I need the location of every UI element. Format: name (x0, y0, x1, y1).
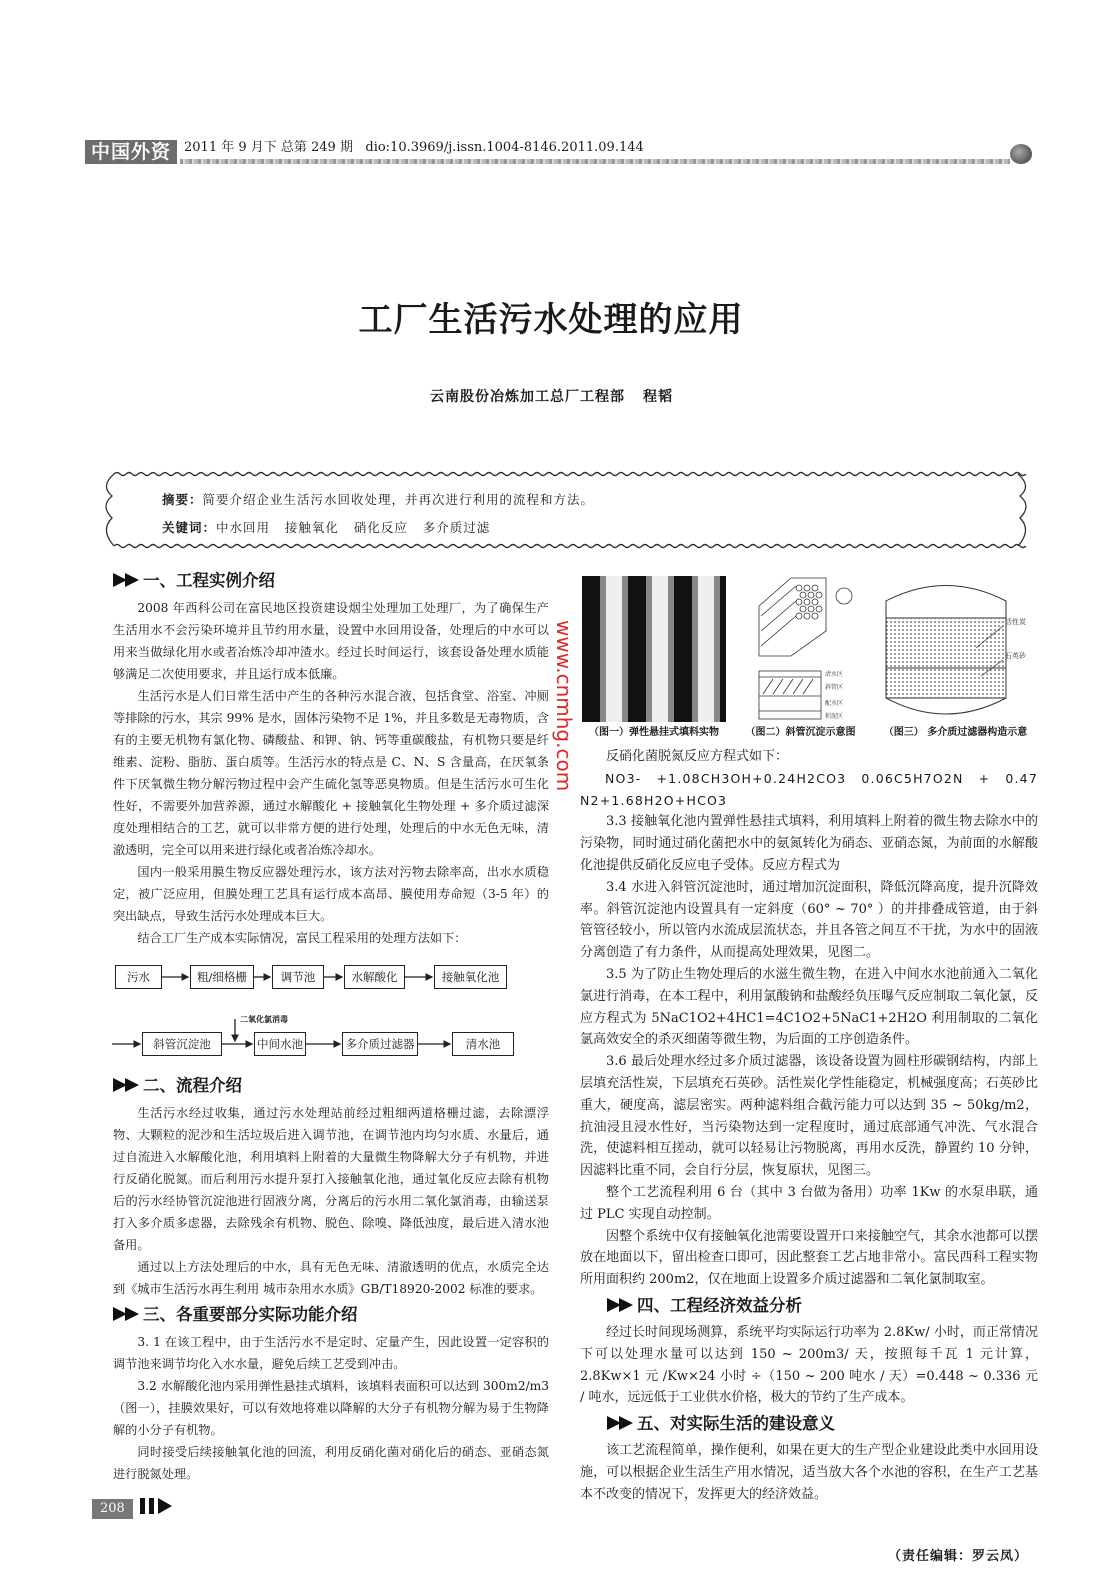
figure-3 (873, 576, 1038, 744)
issue-date: 2011 年 9 月下 总第 249 期 (184, 140, 353, 155)
figure-2-caption: （图二）斜管沉淀示意图 (745, 727, 856, 738)
flow-step: 接触氧化池 (434, 965, 507, 989)
paragraph: 生活污水经过收集，通过污水处理站前经过粗细两道格栅过滤，去除漂浮物、大颗粒的泥沙和生活垃圾后进入调节池，在调节池内均匀水质、水量后，通过自流进入水解酸化池，利用填料上附着的大量微生物降解大分子有机物，并进行反硝化脱氮。而后利用污水提升泵打入接触氧化池，通过氧化反应去除有机物后的污水经协管沉淀池进行固液分离，分离后的污水用二氧化氯消毒，由输送泵打入多介质多虑器，去除残余有机物、脱色、除嗅、降低浊度，最后进入清水池备用。 (113, 1106, 549, 1252)
journal-logo: 中国外资 (85, 140, 177, 164)
abstract-box (100, 468, 1032, 552)
paragraph: 经过长时间现场测算，系统平均实际运行功率为 2.8Kw/ 小时，而正常情况下可以处理水量可以达到 150 ~ 200m3/ 天，按照每千瓦 1 元计算，2.8Kw×1 元 /Kw×24 小时 ÷（150 ~ 200 吨水 / 天）=0.448 ~ 0.336 元 / 吨水，远远低于工业供水价格，极大的节约了生产成本。 (580, 1324, 1038, 1406)
label-quartz-sand: 石英砂 (1004, 652, 1026, 660)
doi: dio:10.3969/j.issn.1004-8146.2011.09.144 (365, 140, 644, 155)
section-heading-1: 一、工程实例介绍 (113, 570, 549, 592)
flow-step: 污水 (115, 965, 162, 989)
issue-info (184, 139, 644, 157)
double-arrow-icon (607, 1416, 635, 1430)
right-column (580, 576, 1038, 1567)
figure-1-caption: （图一）弹性悬挂式填料实物 (589, 727, 719, 738)
double-arrow-icon (113, 573, 141, 587)
watermark: www.cnmhg.com (552, 620, 576, 792)
keywords: 关键词：中水回用 接触氧化 硝化反应 多介质过滤 (162, 520, 491, 535)
author-name: 程韬 (643, 389, 673, 405)
section-heading-5: 五、对实际生活的建设意义 (580, 1413, 1038, 1435)
figure-3-filter-diagram (881, 576, 1031, 722)
paragraph: 3.5 为了防止生物处理后的水滋生微生物，在进入中间水水池前通入二氧化氯进行消毒，在本工程中，利用氯酸钠和盐酸经负压曝气反应制取二氧化氯，反应方程式为 5NaC1O2+4HC1=4C1O2+5NaC1+2H2O 利用制取的二氧化氯高效安全的杀灭细菌等微生物，为后面的工序创造条件。 (580, 966, 1038, 1048)
page-number: 208 (92, 1499, 133, 1519)
header-ball-ornament (1010, 144, 1032, 164)
section-heading-4: 四、工程经济效益分析 (580, 1295, 1038, 1317)
footer-arrow-icon (138, 1497, 184, 1515)
section-heading-2: 二、流程介绍 (113, 1075, 549, 1097)
paragraph: 同时接受后续接触氧化池的回流，利用反硝化菌对硝化后的硝态、亚硝态氮进行脱氮处理。 (113, 1445, 549, 1481)
flow-step: 水解酸化 (344, 965, 405, 989)
paragraph: 结合工厂生产成本实际情况，富民工程采用的处理方法如下： (137, 931, 467, 945)
figure-2-inclined-tube-diagram (741, 576, 861, 722)
paragraph: 通过以上方法处理后的中水，具有无色无味、清澈透明的优点，水质完全达到《城市生活污水再生利用 城市杂用水水质》GB/T18920-2002 标准的要求。 (113, 1260, 549, 1296)
page-footer (92, 1497, 184, 1517)
section-heading-3: 三、各重要部分实际功能介绍 (113, 1304, 549, 1326)
paragraph: 3. 1 在该工程中，由于生活污水不是定时、定量产生，因此设置一定容积的调节池来调节均化入水水量，避免后续工艺受到冲击。 (113, 1335, 549, 1371)
article-title: 工厂生活污水处理的应用 (358, 300, 744, 340)
zone-label: 配水区 (824, 700, 843, 707)
paragraph: 该工艺流程简单，操作便利，如果在更大的生产型企业建设此类中水回用设施，可以根据企业生活生产用水情况，适当放大各个水池的容积，在生产工艺基本不改变的情况下，发挥更大的经济效益。 (580, 1443, 1038, 1502)
paragraph: 国内一般采用膜生物反应器处理污水，该方法对污物去除率高，出水水质稳定，被广泛应用，但膜处理工艺具有运行成本高昂、膜使用寿命短（3-5 年）的突出缺点，导致生活污水处理成本巨大。 (113, 865, 549, 923)
label-activated-carbon: 活性炭 (1004, 618, 1026, 626)
paragraph: 3.2 水解酸化池内采用弹性悬挂式填料，该填料表面积可以达到 300m2/m3（图一），挂膜效果好，可以有效地将难以降解的大分子有机物分解为易于生物降解的小分子有机物。 (113, 1379, 549, 1437)
paragraph: 3.3 接触氧化池内置弹性悬挂式填料，利用填料上附着的微生物去除水中的污染物，同时通过硝化菌把水中的氨氮转化为硝态、亚硝态氮，为前面的水解酸化池提供反硝化反应电子受体。反应方程式为 (580, 814, 1038, 873)
flow-step: 清水池 (452, 1032, 514, 1056)
flow-step: 粗/细格栅 (190, 965, 254, 989)
denitrification-equation: NO3- +1.08CH3OH+0.24H2CO3 0.06C5H7O2N + 0.47 N2+1.68H2O+HCO3 (580, 770, 1038, 808)
affiliation: 云南股份冶炼加工总厂工程部 (430, 389, 625, 405)
paragraph: 整个工艺流程利用 6 台（其中 3 台做为备用）功率 1Kw 的水泵串联，通过 PLC 实现自动控制。 (580, 1184, 1038, 1222)
author-line (430, 386, 673, 406)
paragraph: 因整个系统中仅有接触氧化池需要设置开口来接触空气，其余水池都可以摆放在地面以下，留出检查口即可，因此整套工艺占地非常小。富民西科工程实物所用面积约 200m2，仅在地面上设置多介质过滤器和二氧化氯制取室。 (580, 1228, 1038, 1288)
flow-step: 多介质过滤器 (342, 1032, 418, 1056)
figure-1-packing-photo (582, 576, 726, 722)
zone-label: 斜管区 (824, 684, 843, 691)
double-arrow-icon (607, 1298, 635, 1312)
flow-step: 中间水池 (254, 1032, 306, 1056)
responsible-editor: （责任编辑：罗云凤） (887, 1548, 1028, 1564)
process-flow-diagram (110, 959, 530, 1069)
paragraph: 反硝化菌脱氮反应方程式如下： (606, 749, 789, 764)
left-column (113, 566, 549, 1485)
figure-1 (580, 576, 728, 744)
flow-step: 调节池 (272, 965, 324, 989)
zone-label: 清水区 (824, 671, 843, 678)
figure-row (580, 576, 1038, 744)
header-band (180, 159, 1010, 164)
abstract: 摘要：简要介绍企业生活污水回收处理，并再次进行利用的流程和方法。 (162, 492, 595, 507)
double-arrow-icon (113, 1307, 141, 1321)
dosing-label: 二氧化氯消毒 (240, 1015, 288, 1024)
flow-step: 斜管沉淀池 (142, 1032, 222, 1056)
wavy-border (100, 468, 1032, 552)
figure-3-caption: （图三） 多介质过滤器构造示意 (883, 727, 1028, 738)
paragraph: 2008 年西科公司在富民地区投资建设烟尘处理加工处理厂，为了确保生产生活用水不会污染环境并且节约用水量，设置中水回用设备，处理后的中水可以用来当做绿化用水或者冶炼冷却冲渣水。经过长时间运行，该套设备处理水质能够满足二次使用要求，并且运行成本低廉。 (113, 601, 549, 681)
paragraph: 3.6 最后处理水经过多介质过滤器，该设备设置为圆柱形碳钢结构，内部上层填充活性炭，下层填充石英砂。活性炭化学性能稳定，机械强度高；石英砂比重大，硬度高，滤层密实。两种滤料组合截污能力可以达到 35 ~ 50kg/m2，抗油浸且浸水性好，当污染物达到一定程度时，通过底部通气冲洗、气水混合洗，使滤料相互搓动，就可以轻易让污物脱离，再用水反洗，静置约 10 分钟，因滤料比重不同，会自行分层，恢复原状，见图三。 (580, 1054, 1038, 1179)
double-arrow-icon (113, 1078, 141, 1092)
figure-2 (733, 576, 868, 744)
paragraph: 3.4 水进入斜管沉淀池时，通过增加沉淀面积，降低沉降高度，提升沉降效率。斜管沉淀池内设置具有一定斜度（60° ~ 70° ）的并排叠成管道，由于斜管管径较小，所以管内水流成层流状态，并且各管之间互不干扰，为水中的固液分离创造了有力条件，从而提高处理效果，见图二。 (580, 879, 1038, 961)
zone-label: 积泥区 (824, 713, 843, 720)
paragraph: 生活污水是人们日常生活中产生的各种污水混合液，包括食堂、浴室、冲厕等排除的污水，其宗 99% 是水，固体污染物不足 1%，并且多数是无毒物质，含有的主要无机物有氯化物、磷酸盐、和钾、钠、钙等重碳酸盐，有机物只要是纤维素、淀粉、脂肪、蛋白质等。生活污水的特点是 C、N、S 含量高，在厌氧条件下厌氧微生物分解污物过程中会产生硫化氢等恶臭物质。但是生活污水可生化性好，不需要外加营养源，通过水解酸化 + 接触氧化生物处理 + 多介质过滤深度处理相结合的工艺，就可以非常方便的进行处理，处理后的中水无色无味，清澈透明，完全可以用来进行绿化或者冶炼冷却水。 (113, 689, 549, 857)
